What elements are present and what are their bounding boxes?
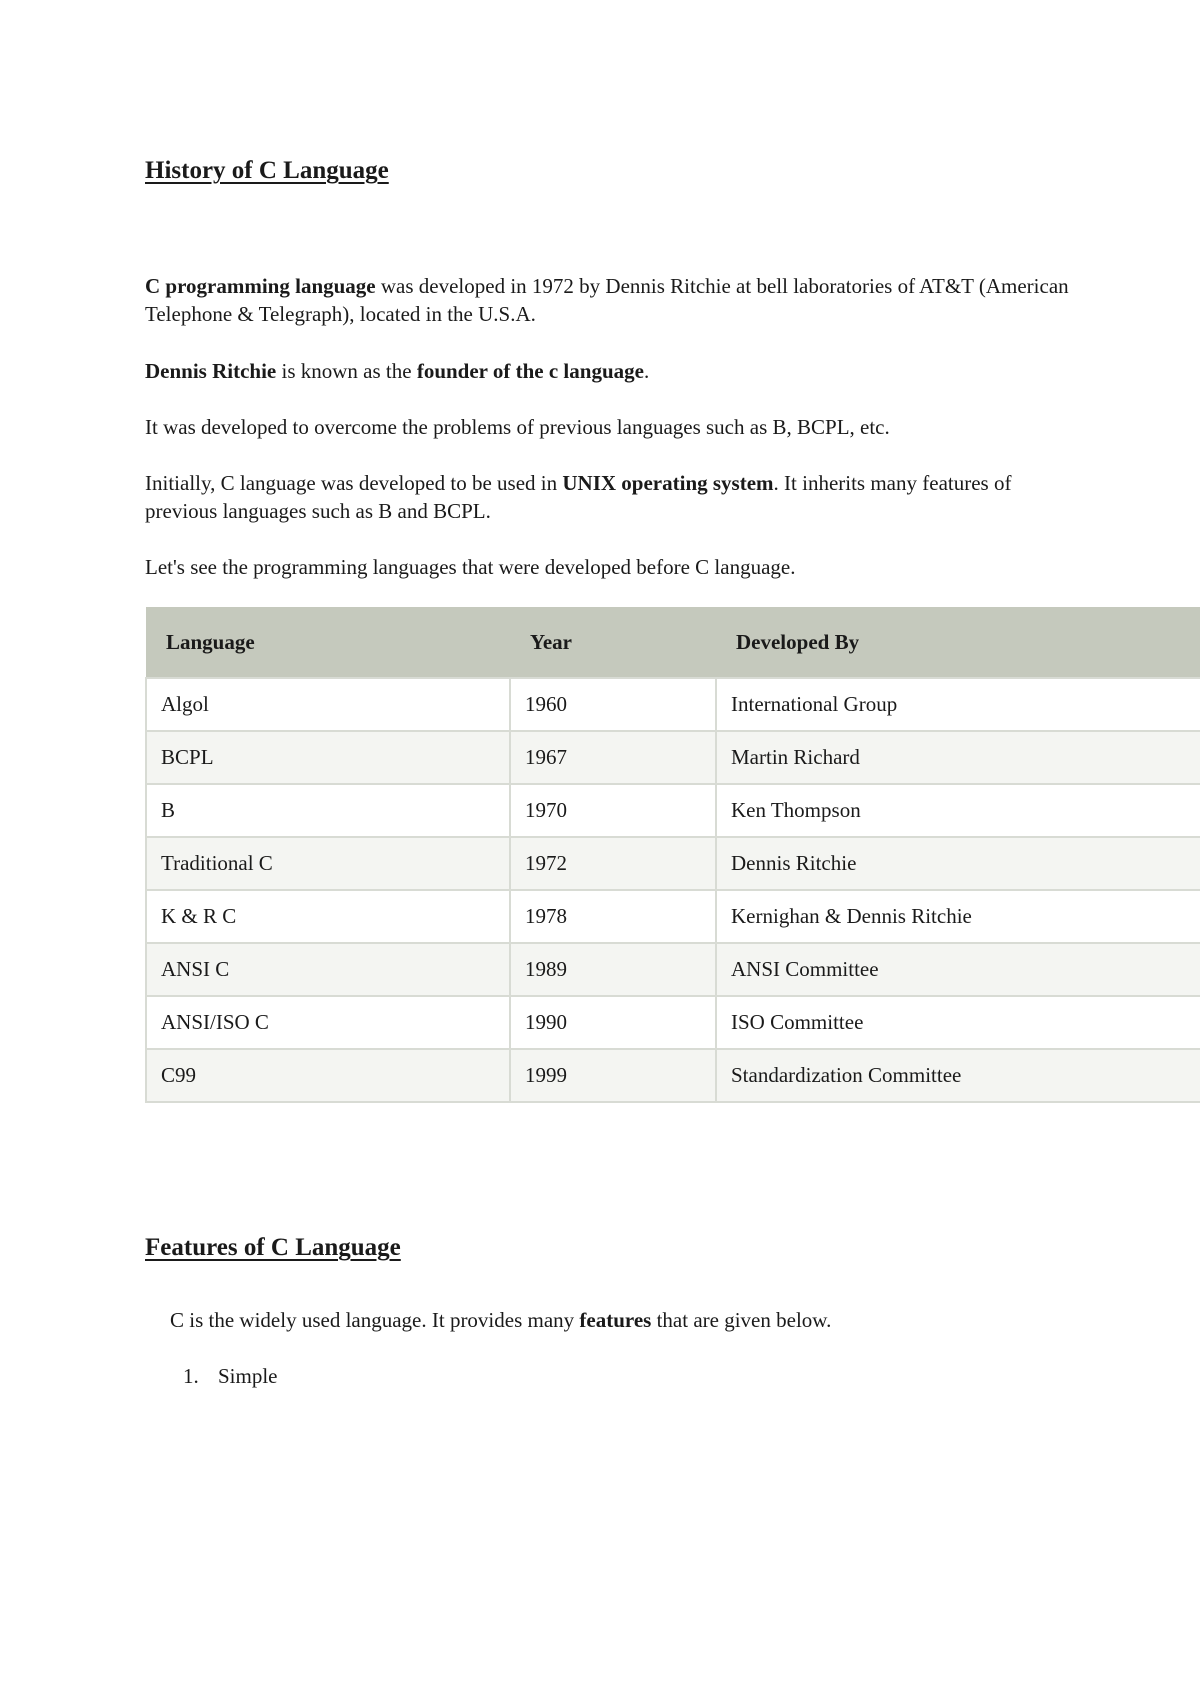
cell-developer: Dennis Ritchie <box>716 837 1200 890</box>
history-paragraph-2 <box>145 357 1075 385</box>
cell-year: 1960 <box>510 678 716 731</box>
bold-text: UNIX operating system <box>562 471 774 495</box>
table-row <box>146 731 1200 784</box>
list-item-label: Simple <box>218 1364 278 1388</box>
cell-year: 1967 <box>510 731 716 784</box>
features-intro <box>170 1306 1100 1334</box>
header-developed-by: Developed By <box>736 629 860 654</box>
table-row <box>146 837 1200 890</box>
table-row <box>146 1049 1200 1102</box>
cell-developer: International Group <box>716 678 1200 731</box>
features-heading: Features of C Language <box>145 1234 401 1261</box>
paragraph-text: . <box>643 359 650 383</box>
cell-language: ANSI/ISO C <box>146 996 510 1049</box>
table-row <box>146 890 1200 943</box>
header-language: Language <box>166 629 255 654</box>
features-list <box>183 1362 278 1390</box>
paragraph-text: . It inherits many features of previous languages such as B and BCPL. <box>145 471 1012 523</box>
history-paragraph-1 <box>145 272 1075 328</box>
cell-developer: Martin Richard <box>716 731 1200 784</box>
cell-language: B <box>146 784 510 837</box>
cell-developer: Kernighan & Dennis Ritchie <box>716 890 1200 943</box>
paragraph-text: C is the widely used language. It provides many <box>170 1308 580 1332</box>
languages-table-container <box>145 607 1200 1103</box>
paragraph-text: is known as the <box>276 359 417 383</box>
cell-year: 1989 <box>510 943 716 996</box>
table-row <box>146 943 1200 996</box>
bold-text: C programming language <box>145 274 376 298</box>
languages-table <box>145 607 1200 1103</box>
paragraph-text: was developed in 1972 by Dennis Ritchie at bell laboratories of AT&T (American Telephone & Telegraph), located in the U.S.A. <box>145 274 1069 326</box>
header-year: Year <box>530 629 572 654</box>
bold-text: Dennis Ritchie <box>145 359 277 383</box>
history-paragraph-4 <box>145 469 1075 525</box>
paragraph-text: that are given below. <box>651 1308 832 1332</box>
cell-year: 1970 <box>510 784 716 837</box>
bold-text: founder of the c language <box>416 359 644 383</box>
cell-language: Traditional C <box>146 837 510 890</box>
history-heading: History of C Language <box>145 157 389 184</box>
list-item-number: 1. <box>183 1364 199 1388</box>
cell-language: Algol <box>146 678 510 731</box>
table-row <box>146 784 1200 837</box>
cell-year: 1978 <box>510 890 716 943</box>
cell-year: 1999 <box>510 1049 716 1102</box>
cell-developer: ANSI Committee <box>716 943 1200 996</box>
bold-text: features <box>579 1308 652 1332</box>
cell-year: 1972 <box>510 837 716 890</box>
table-row <box>146 996 1200 1049</box>
table-row <box>146 678 1200 731</box>
cell-language: ANSI C <box>146 943 510 996</box>
cell-year: 1990 <box>510 996 716 1049</box>
cell-language: C99 <box>146 1049 510 1102</box>
cell-language: BCPL <box>146 731 510 784</box>
history-paragraph-5: Let's see the programming languages that were developed before C language. <box>145 555 796 579</box>
cell-developer: ISO Committee <box>716 996 1200 1049</box>
cell-developer: Standardization Committee <box>716 1049 1200 1102</box>
cell-developer: Ken Thompson <box>716 784 1200 837</box>
cell-language: K & R C <box>146 890 510 943</box>
table-header-row <box>146 607 1200 678</box>
history-paragraph-3: It was developed to overcome the problems of previous languages such as B, BCPL, etc. <box>145 415 890 439</box>
paragraph-text: Initially, C language was developed to be used in <box>145 471 563 495</box>
list-item <box>183 1362 278 1390</box>
